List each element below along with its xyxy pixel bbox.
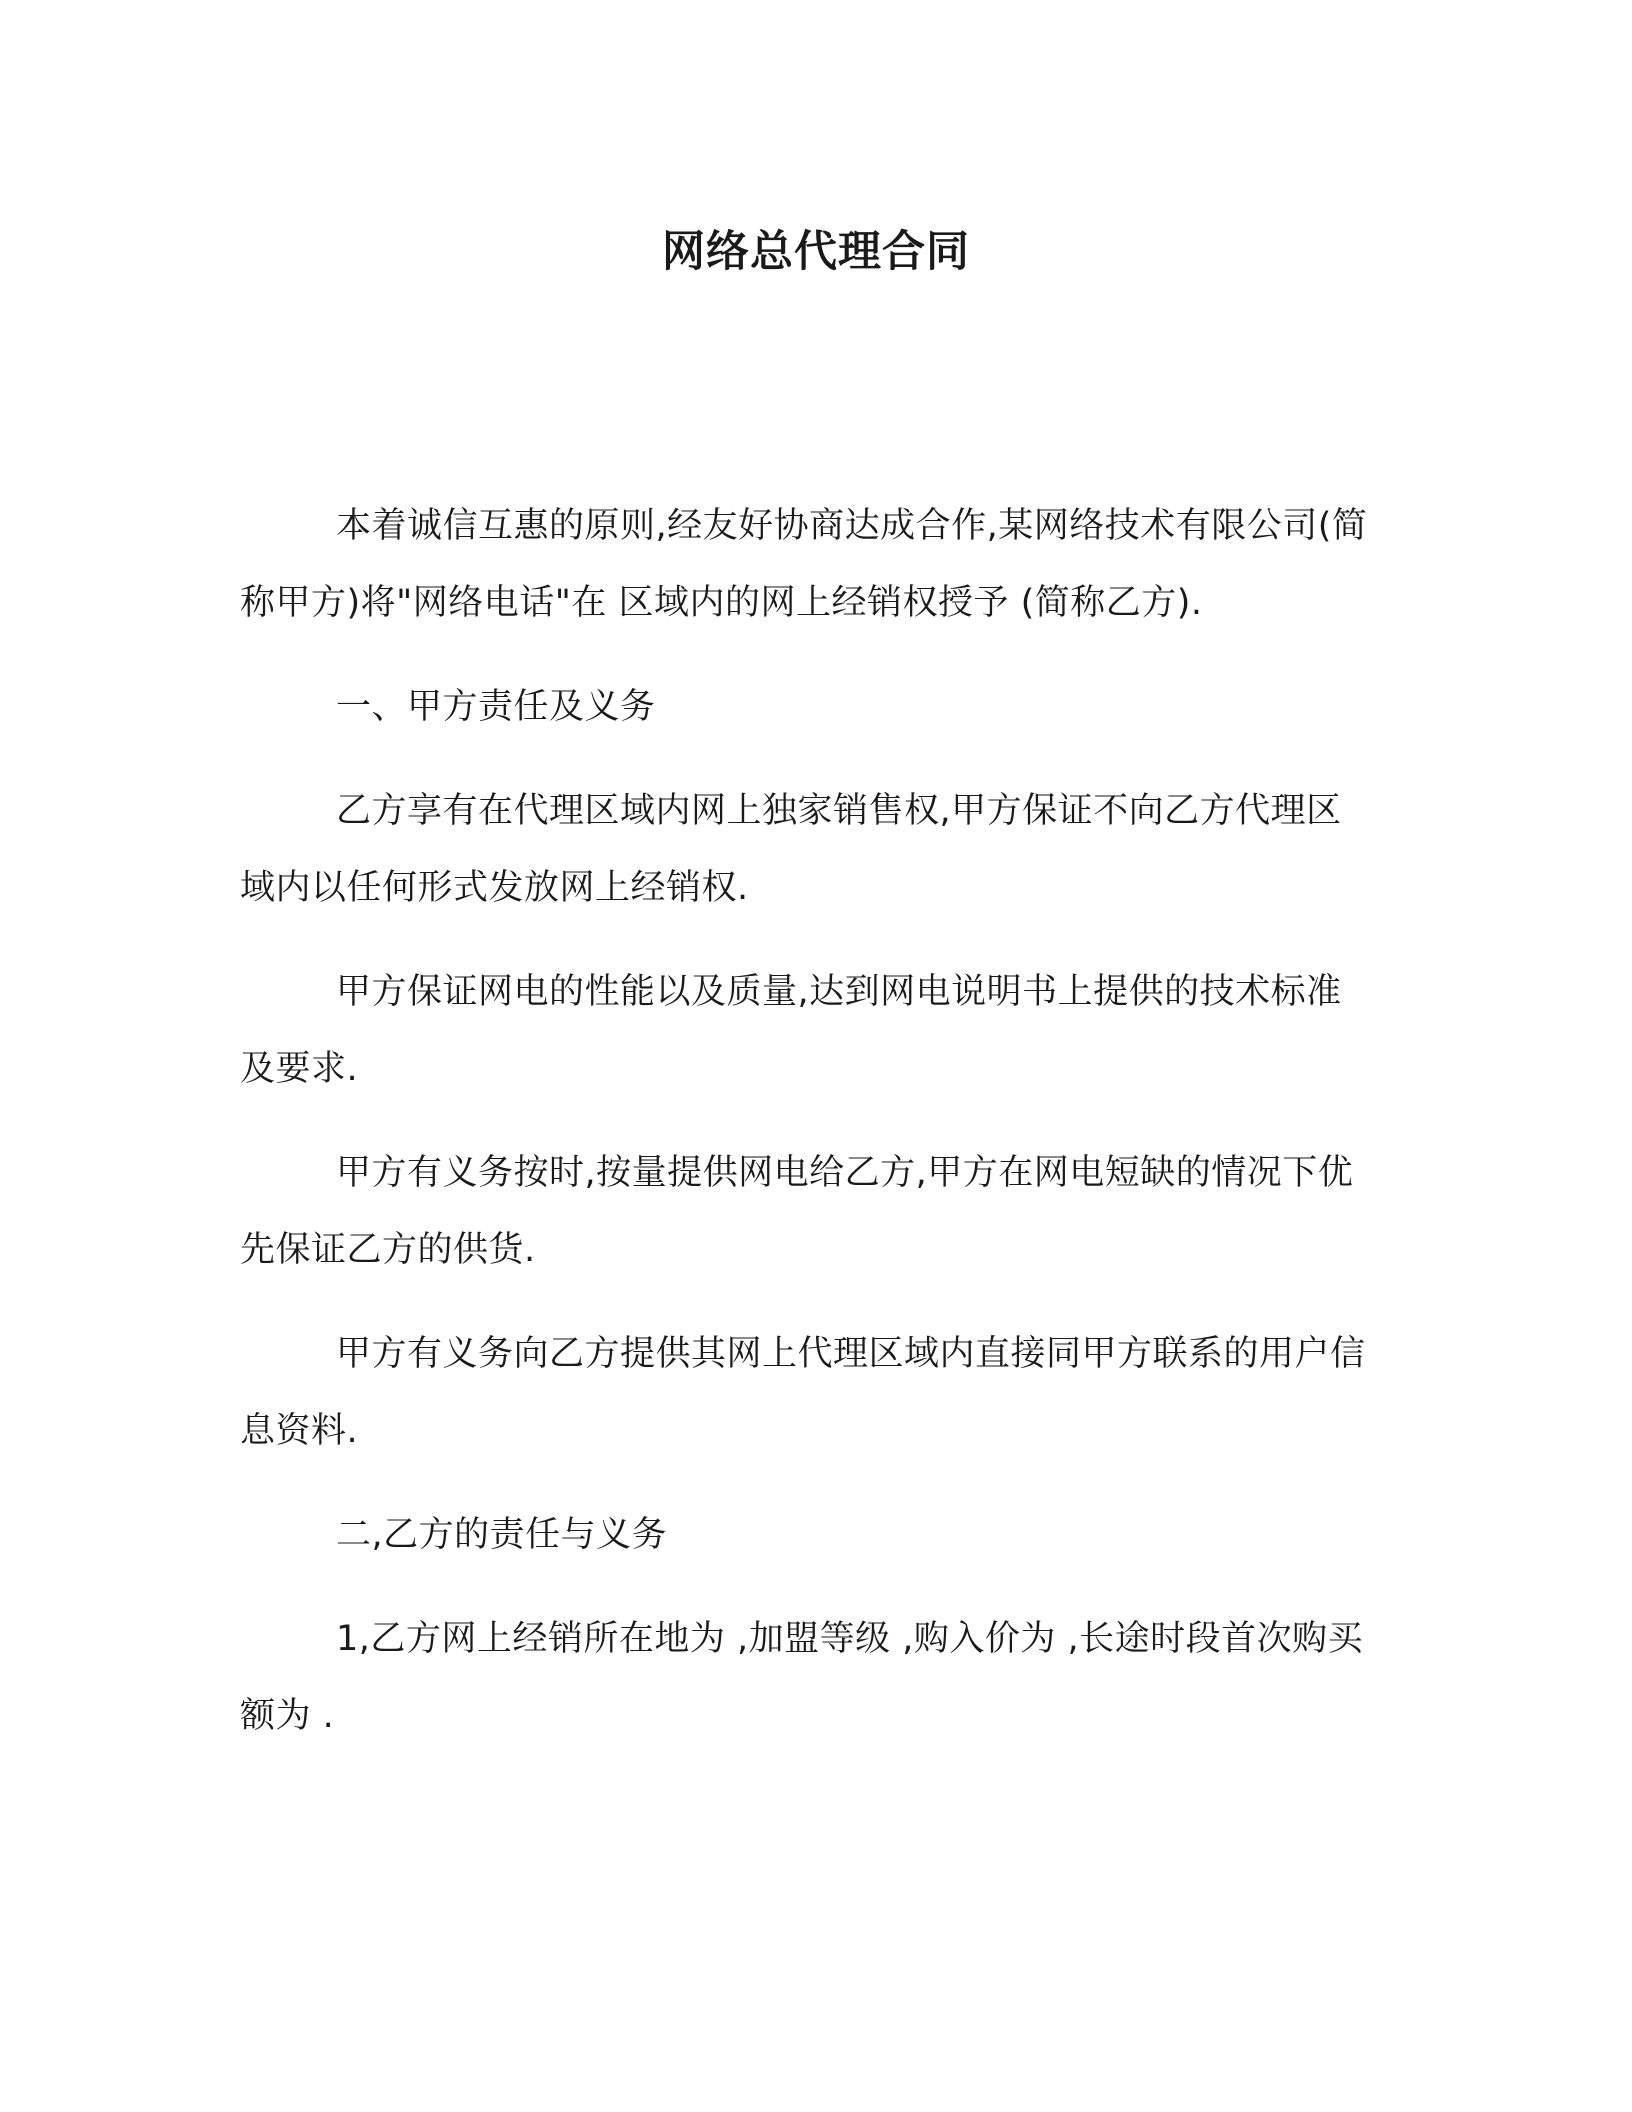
clause-distribution-terms: 1,乙方网上经销所在地为 ,加盟等级 ,购入价为 ,长途时段首次购买额为 . — [240, 1619, 1364, 1736]
clause-exclusive-rights: 乙方享有在代理区域内网上独家销售权,甲方保证不向乙方代理区域内以任何形式发放网上经销权. — [240, 791, 1342, 908]
section-heading-party-a: 一、甲方责任及义务 — [336, 687, 656, 727]
document-title: 网络总代理合同 — [662, 227, 970, 277]
clause-quality-guarantee: 甲方保证网电的性能以及质量,达到网电说明书上提供的技术标准及要求. — [240, 972, 1342, 1089]
clause-user-information: 甲方有义务向乙方提供其网上代理区域内直接同甲方联系的用户信息资料. — [240, 1334, 1366, 1451]
section-heading-party-b: 二,乙方的责任与义务 — [336, 1515, 668, 1555]
intro-paragraph: 本着诚信互惠的原则,经友好协商达成合作,某网络技术有限公司(简称甲方)将"网络电话"在 区域内的网上经销权授予 (简称乙方). — [240, 506, 1368, 623]
document-body — [240, 488, 1370, 1782]
clause-supply-obligation: 甲方有义务按时,按量提供网电给乙方,甲方在网电短缺的情况下优先保证乙方的供货. — [240, 1153, 1354, 1270]
